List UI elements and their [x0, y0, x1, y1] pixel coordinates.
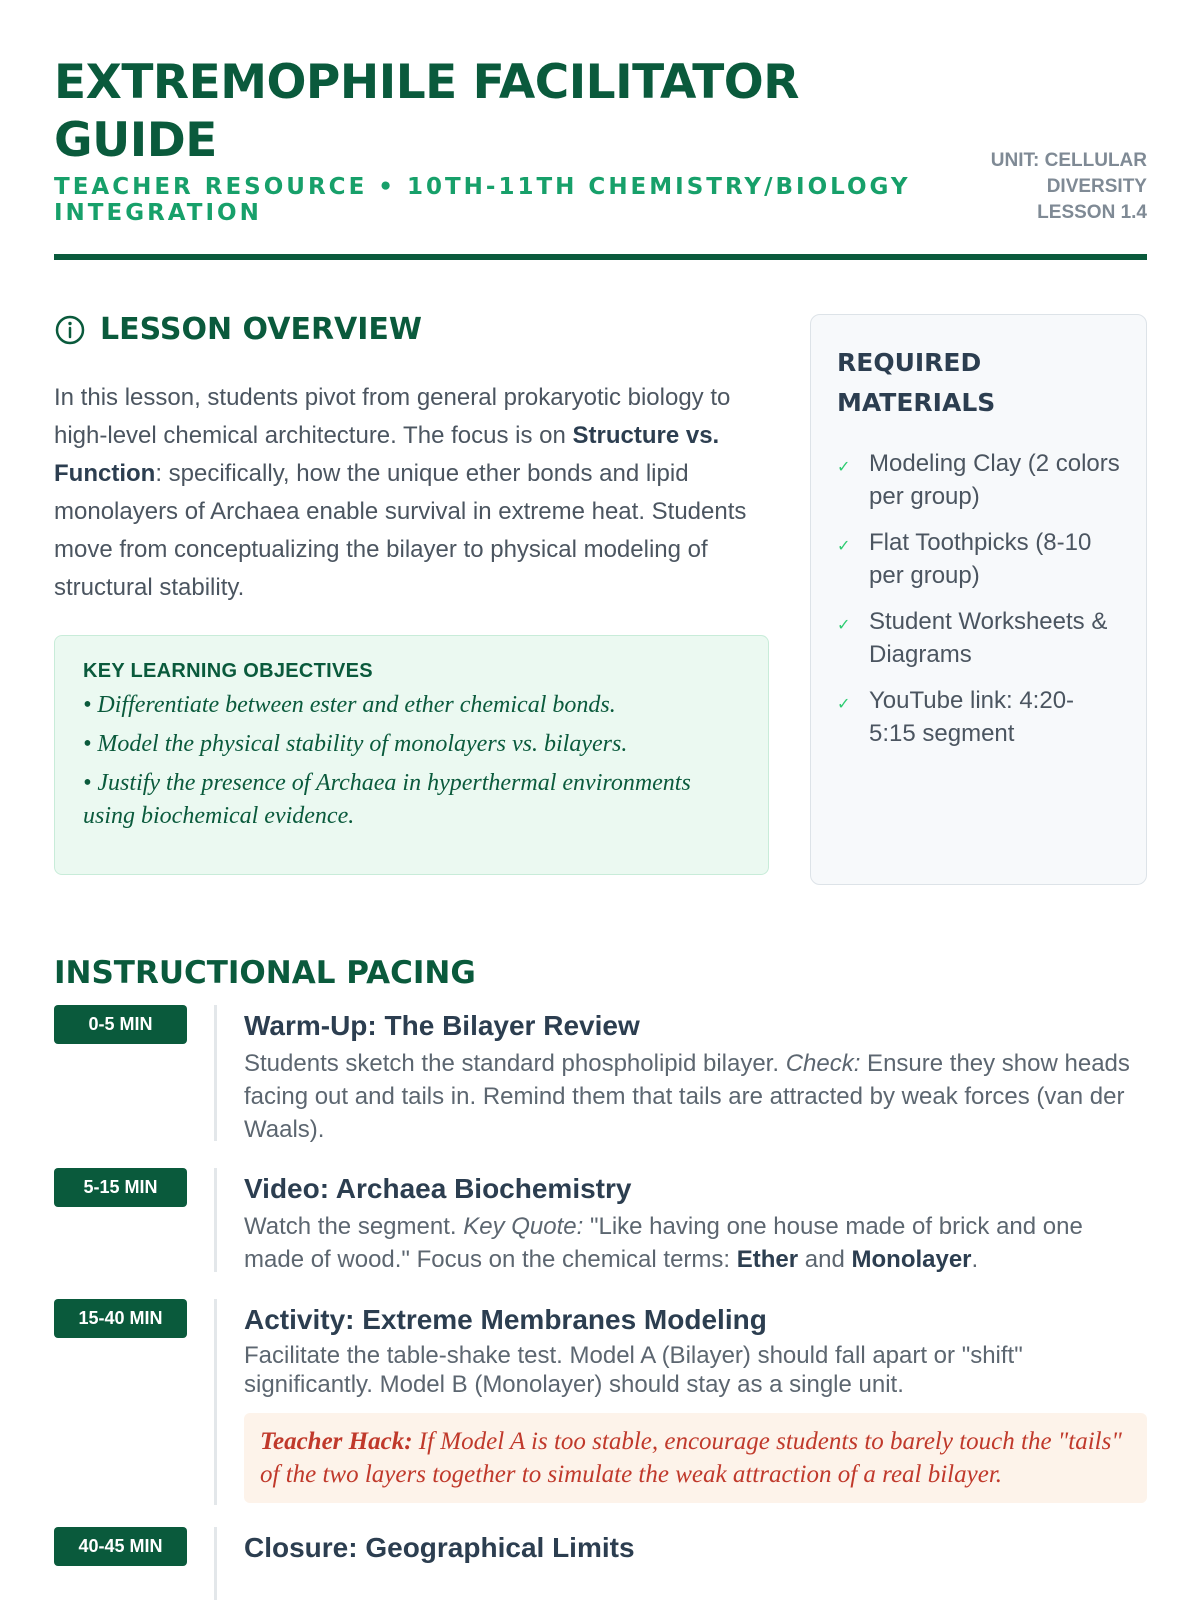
check-icon: ✓: [837, 615, 851, 634]
material-item: [837, 684, 1120, 750]
unit-meta: [927, 148, 1147, 226]
pacing-body: [244, 1531, 1147, 1565]
objective-item: • Model the physical stability of monolayers vs. bilayers.: [83, 731, 628, 757]
desc-text: "Like having one house made of brick and one made of wood." Focus on the chemical terms:: [244, 1213, 1083, 1273]
pacing-title: Video: Archaea Biochemistry: [244, 1173, 632, 1204]
header-divider: [54, 254, 1147, 260]
check-icon: ✓: [837, 694, 851, 713]
desc-text: and: [798, 1246, 852, 1273]
pacing-row: [54, 1299, 1147, 1509]
materials-title: REQUIRED MATERIALS: [837, 348, 996, 417]
timeline-line: [214, 1527, 217, 1600]
pacing-row: [54, 1168, 1147, 1278]
pacing-title: Closure: Geographical Limits: [244, 1532, 635, 1563]
objectives-title: KEY LEARNING OBJECTIVES: [83, 660, 373, 682]
desc-italic: Check:: [785, 1050, 861, 1077]
check-icon: ✓: [837, 536, 851, 555]
lesson-overview-section: [54, 312, 769, 875]
pacing-description: [244, 1210, 1147, 1276]
key-objectives-box: [54, 635, 769, 875]
pacing-title: Activity: Extreme Membranes Modeling: [244, 1304, 767, 1335]
material-label: YouTube link: 4:20-5:15 segment: [869, 687, 1075, 747]
page-subtitle: TEACHER RESOURCE • 10TH-11TH CHEMISTRY/BIOLOGY INTEGRATION: [54, 174, 911, 226]
unit-label-line2: DIVERSITY: [1046, 176, 1147, 197]
teacher-hack-callout: [244, 1413, 1147, 1503]
time-badge: 0-5 MIN: [54, 1005, 187, 1044]
hack-text: If Model A is too stable, encourage students to barely touch the "tails" of the two layers together to simulate the weak attraction of a real bilayer.: [260, 1428, 1122, 1488]
unit-label-line1: UNIT: CELLULAR: [990, 150, 1147, 171]
desc-italic: Key Quote:: [463, 1213, 584, 1240]
material-item: [837, 447, 1120, 513]
overview-text-part2: : specifically, how the unique ether bonds and lipid monolayers of Archaea enable survival in extreme heat. Students move from conceptualizing the bilayer to physical modeling of structural stability.: [54, 460, 747, 601]
overview-text-bold: Structure vs. Function: [54, 422, 720, 487]
time-badge: 5-15 MIN: [54, 1168, 187, 1207]
instructional-pacing-section: [54, 955, 1147, 1563]
overview-paragraph: [54, 379, 769, 607]
lesson-overview-heading: [54, 312, 769, 347]
desc-text: Watch the segment.: [244, 1213, 464, 1240]
objective-item: • Justify the presence of Archaea in hyperthermal environments using biochemical evidence.: [83, 770, 691, 829]
pacing-row: [54, 1005, 1147, 1145]
lesson-overview-title: LESSON OVERVIEW: [100, 312, 423, 347]
pacing-description: Facilitate the table-shake test. Model A (Bilayer) should fall apart or "shift" significantly. Model B (Monolayer) should stay as a single unit.: [244, 1342, 1023, 1398]
objective-item: • Differentiate between ester and ether chemical bonds.: [83, 692, 616, 718]
desc-bold: Ether: [736, 1246, 799, 1273]
required-materials-card: [810, 314, 1147, 885]
desc-text: Ensure they show heads facing out and tails in. Remind them that tails are attracted by weak forces (van der Waals).: [244, 1050, 1130, 1143]
pacing-row: [54, 1527, 1147, 1600]
desc-bold: Monolayer: [851, 1246, 972, 1273]
time-badge: 40-45 MIN: [54, 1527, 187, 1566]
timeline-line: [214, 1299, 217, 1505]
material-item: [837, 605, 1120, 671]
overview-text-part1: In this lesson, students pivot from general prokaryotic biology to high-level chemical architecture. The focus is on: [54, 384, 731, 449]
material-item: [837, 526, 1120, 592]
info-icon: [54, 314, 86, 346]
pacing-description: [244, 1047, 1147, 1146]
materials-list: [837, 447, 1120, 750]
pacing-body: [244, 1303, 1147, 1503]
desc-text: .: [971, 1246, 979, 1273]
material-label: Modeling Clay (2 colors per group): [869, 450, 1120, 510]
page-title: EXTREMOPHILE FACILITATOR GUIDE: [54, 55, 799, 168]
check-icon: ✓: [837, 457, 851, 476]
lesson-label: LESSON 1.4: [1037, 202, 1147, 223]
hack-label: Teacher Hack:: [260, 1428, 413, 1455]
pacing-heading: INSTRUCTIONAL PACING: [54, 955, 476, 991]
timeline-line: [214, 1168, 217, 1272]
pacing-title: Warm-Up: The Bilayer Review: [244, 1010, 640, 1041]
pacing-body: [244, 1009, 1147, 1146]
material-label: Flat Toothpicks (8-10 per group): [869, 529, 1092, 589]
header: [54, 54, 1147, 260]
desc-text: Students sketch the standard phospholipid bilayer.: [244, 1050, 786, 1077]
pacing-body: [244, 1172, 1147, 1276]
material-label: Student Worksheets & Diagrams: [869, 608, 1108, 668]
timeline-line: [214, 1005, 217, 1141]
time-badge: 15-40 MIN: [54, 1299, 187, 1338]
